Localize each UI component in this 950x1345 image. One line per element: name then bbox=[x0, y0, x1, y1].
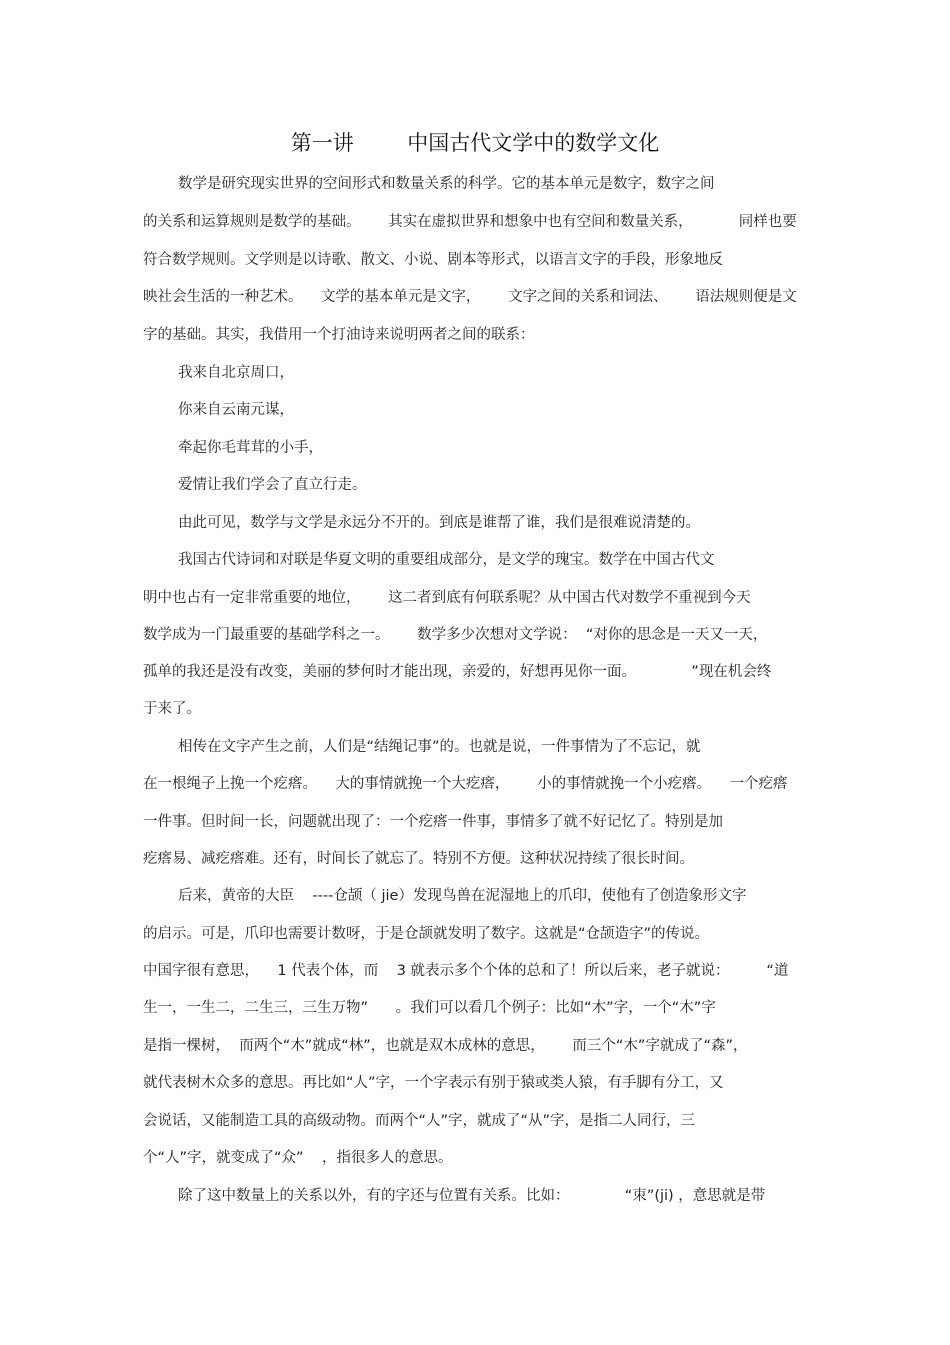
text-line: 孤单的我还是没有改变，美丽的梦何时才能出现，亲爱的，好想再见你一面。 ”现在机会终 bbox=[143, 664, 772, 680]
text-line: 字的基础。其实，我借用一个打油诗来说明两者之间的联系： bbox=[143, 327, 535, 343]
poem-line: 你来自云南元谋， bbox=[178, 402, 294, 418]
text-line: 数学成为一门最重要的基础学科之一。 数学多少次想对文学说： “对你的思念是一天又一天， bbox=[143, 627, 768, 643]
poem-line: 爱情让我们学会了直立行走。 bbox=[178, 477, 367, 493]
text-line: 符合数学规则。文学则是以诗歌、散文、小说、剧本等形式，以语言文字的手段，形象地反 bbox=[143, 252, 723, 268]
text-line: 于来了。 bbox=[143, 701, 201, 717]
text-line: 除了这中数量上的关系以外，有的字还与位置有关系。比如： “朿”(ji) ，意思就是带 bbox=[178, 1188, 766, 1204]
text-line: 我国古代诗词和对联是华夏文明的重要组成部分，是文学的瑰宝。数学在中国古代文 bbox=[178, 552, 715, 568]
text-line: 个“人”字，就变成了“众” ，指很多人的意思。 bbox=[143, 1150, 453, 1166]
page-title: 第一讲 中国古代文学中的数学文化 bbox=[290, 131, 660, 155]
text-line: 映社会生活的一种艺术。 文学的基本单元是文字， 文字之间的关系和词法、 语法规则便是文 bbox=[143, 289, 797, 305]
text-line: 会说话，又能制造工具的高级动物。而两个“人”字，就成了“从”字，是指二人同行，三 bbox=[143, 1113, 696, 1129]
text-line: 中国字很有意思， 1 代表个体，而 3 就表示多个个体的总和了！所以后来，老子就说： “道 bbox=[143, 963, 789, 979]
text-line: 相传在文字产生之前，人们是“结绳记事”的。也就是说，一件事情为了不忘记，就 bbox=[178, 739, 701, 755]
text-line: 生一，一生二，二生三，三生万物” 。我们可以看几个例子：比如“木”字，一个“木”字 bbox=[143, 1000, 716, 1016]
text-line: 数学是研究现实世界的空间形式和数量关系的科学。它的基本单元是数字，数字之间 bbox=[178, 176, 715, 192]
text-line: 在一根绳子上挽一个疙瘩。 大的事情就挽一个大疙瘩， 小的事情就挽一个小疙瘩。 一个疙瘩 bbox=[143, 776, 788, 792]
text-line: 就代表树木众多的意思。再比如“人”字，一个字表示有别于猿或类人猿，有手脚有分工，又 bbox=[143, 1075, 724, 1091]
text-line: 的启示。可是，爪印也需要计数呀，于是仓颉就发明了数字。这就是“仓颉造字”的传说。 bbox=[143, 926, 710, 942]
text-line: 一件事。但时间一长，问题就出现了：一个疙瘩一件事，事情多了就不好记忆了。特别是加 bbox=[143, 814, 723, 830]
text-line: 后来，黄帝的大臣 ----仓颉（ jie）发现鸟兽在泥湿地上的爪印，使他有了创造象形文字 bbox=[178, 888, 747, 904]
text-line: 明中也占有一定非常重要的地位， 这二者到底有何联系呢？从中国古代对数学不重视到今天 bbox=[143, 590, 751, 606]
text-line: 的关系和运算规则是数学的基础。 其实在虚拟世界和想象中也有空间和数量关系， 同样也要 bbox=[143, 214, 797, 230]
poem-line: 牵起你毛茸茸的小手， bbox=[178, 440, 323, 456]
text-line: 疙瘩易、减疙瘩难。还有，时间长了就忘了。特别不方便。这种状况持续了很长时间。 bbox=[143, 851, 694, 867]
text-line: 由此可见，数学与文学是永远分不开的。到底是谁帮了谁，我们是很难说清楚的。 bbox=[178, 515, 700, 531]
poem-line: 我来自北京周口， bbox=[178, 365, 294, 381]
text-line: 是指一棵树， 而两个“木”就成“林”，也就是双木成林的意思， 而三个“木”字就成了“森”， bbox=[143, 1038, 748, 1054]
